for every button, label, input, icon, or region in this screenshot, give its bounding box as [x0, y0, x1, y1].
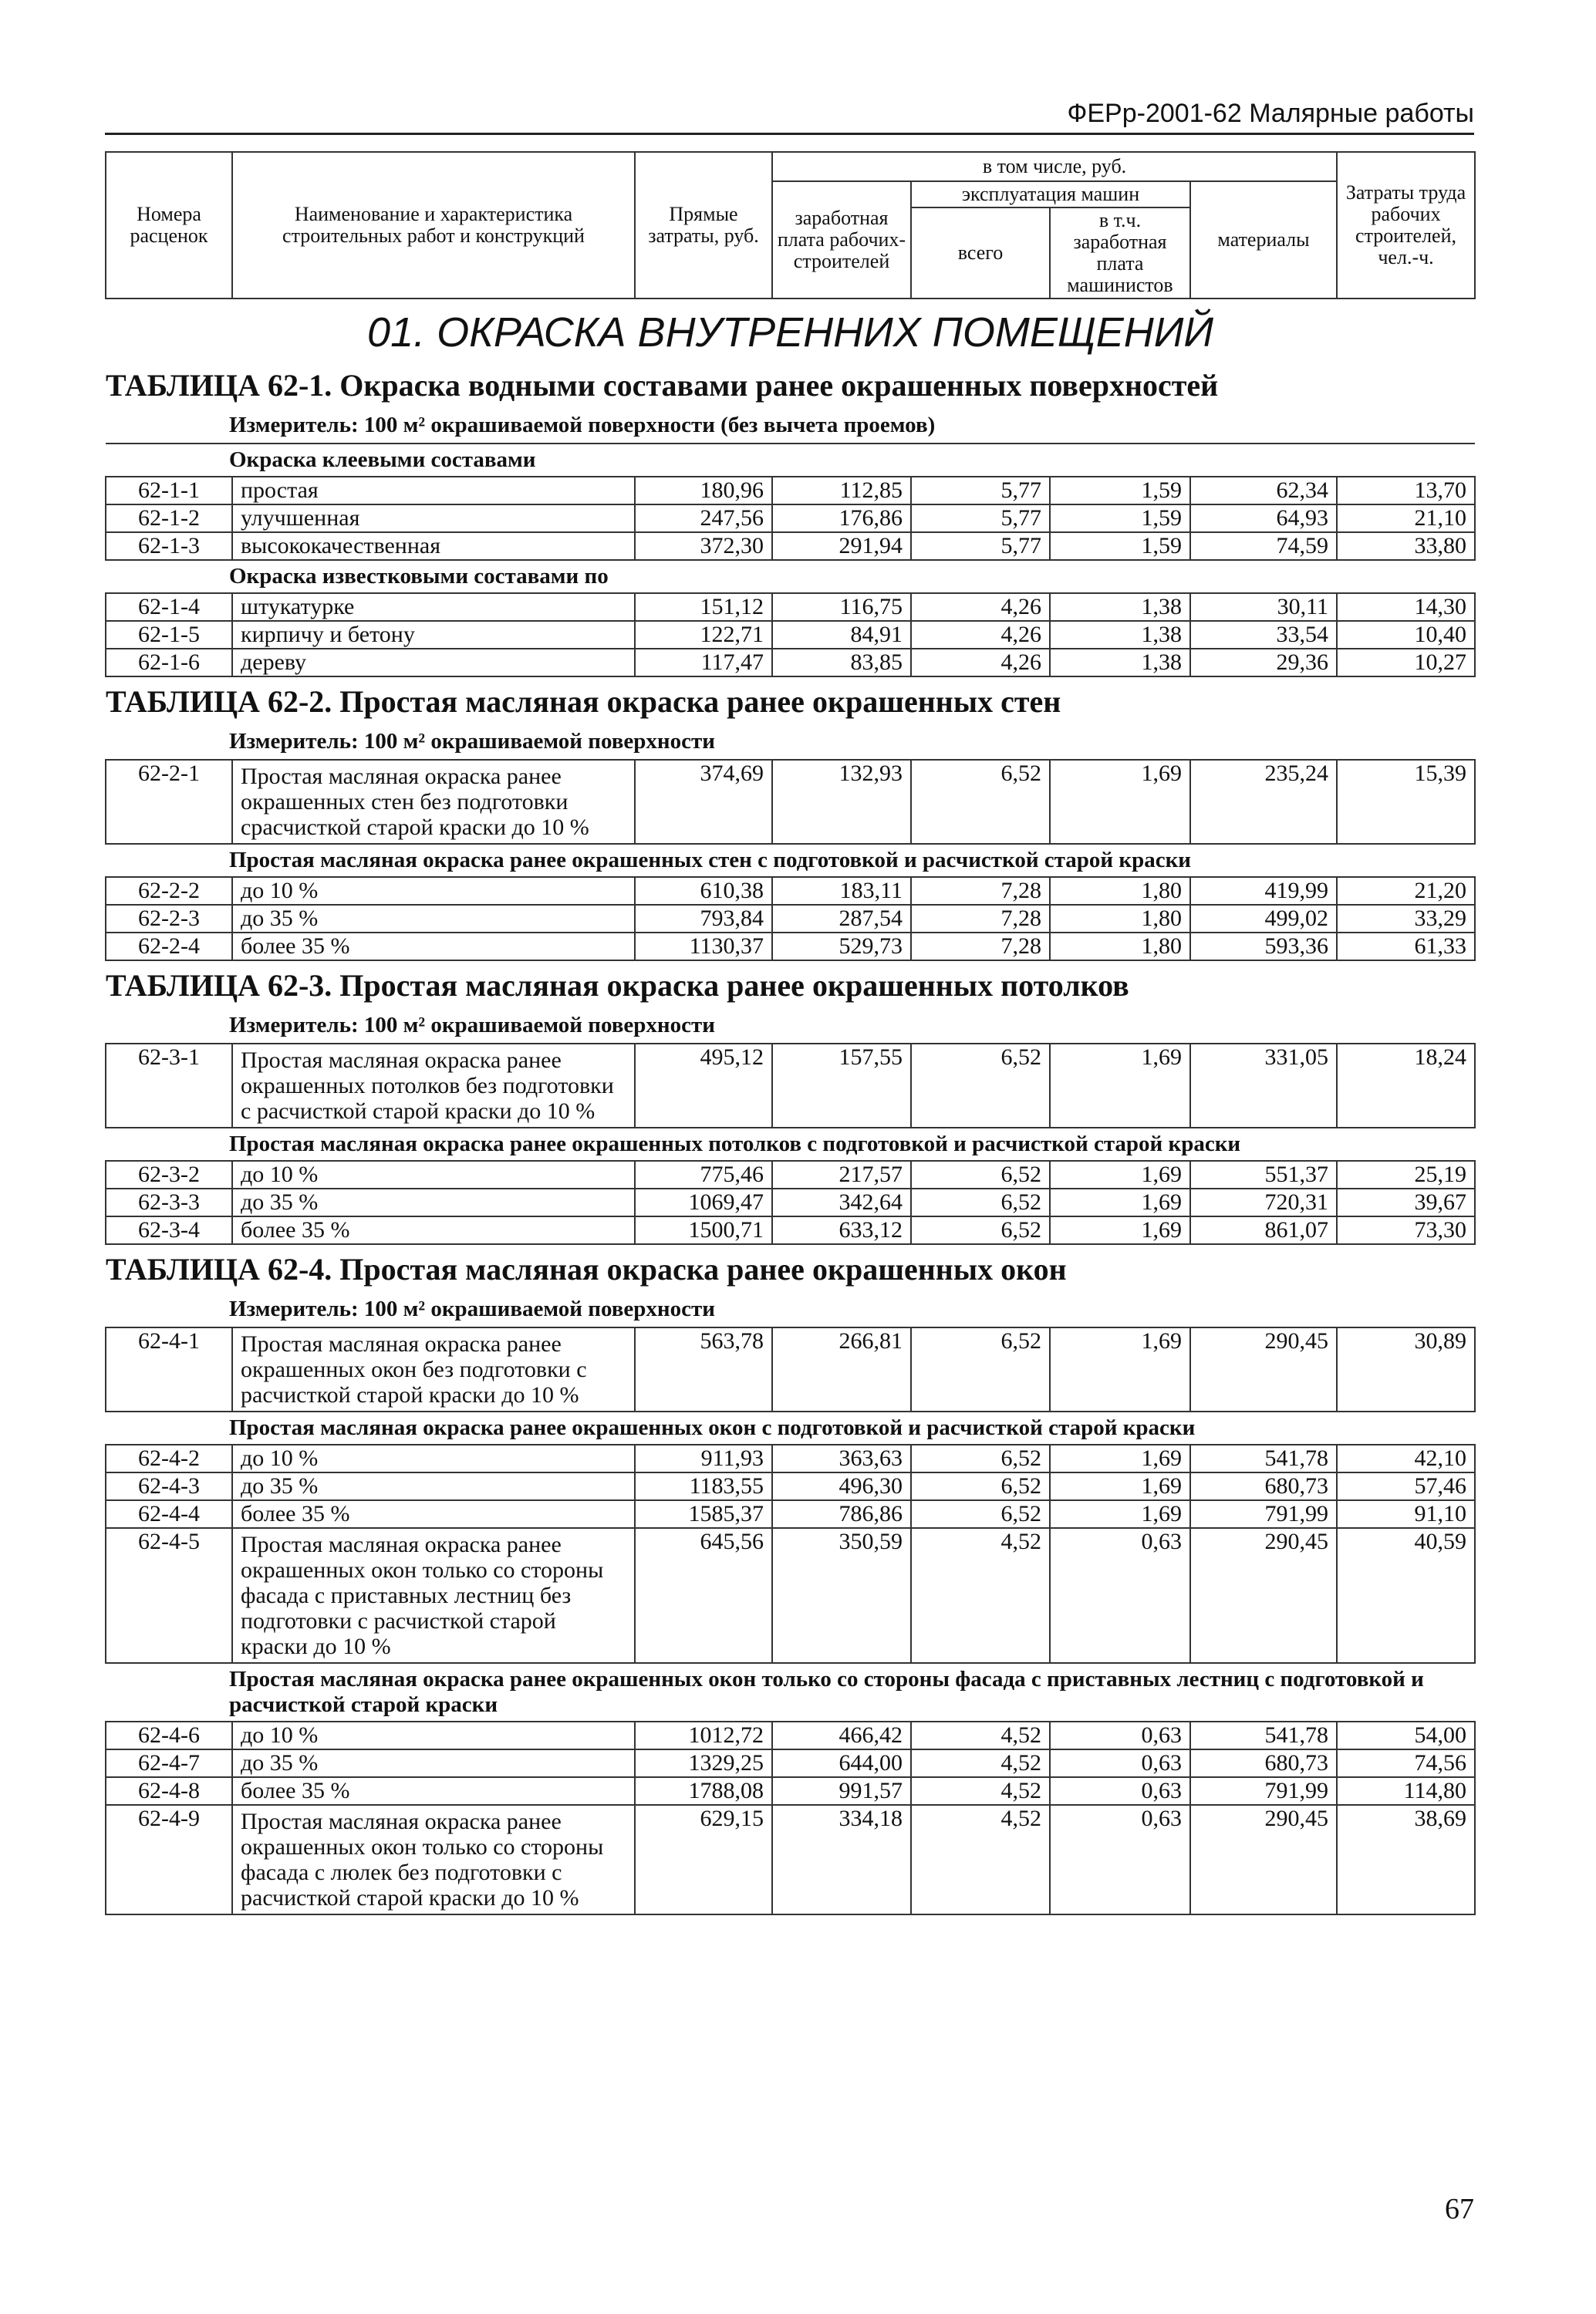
- labor-hours: 74,56: [1337, 1749, 1475, 1777]
- wages-cost: 529,73: [772, 933, 911, 960]
- machinist-wages: 1,59: [1050, 477, 1190, 504]
- running-head: ФЕРр-2001-62 Малярные работы: [1067, 99, 1474, 128]
- labor-hours: 39,67: [1337, 1189, 1475, 1216]
- machinist-wages: 0,63: [1050, 1528, 1190, 1663]
- machinist-wages: 1,59: [1050, 532, 1190, 560]
- group-label: Простая масляная окраска ранее окрашенных окон только со стороны фасада с приставных лестниц с подготовкой и расчисткой старой краски: [106, 1663, 1475, 1722]
- machines-cost: 7,28: [911, 905, 1050, 933]
- table-title: ТАБЛИЦА 62-4. Простая масляная окраска ранее окрашенных окон: [106, 1252, 1067, 1287]
- machinist-wages: 1,80: [1050, 877, 1190, 905]
- materials-cost: 30,11: [1190, 593, 1337, 621]
- direct-cost: 629,15: [635, 1805, 772, 1914]
- wages-cost: 291,94: [772, 532, 911, 560]
- materials-cost: 290,45: [1190, 1327, 1337, 1412]
- machines-cost: 6,52: [911, 1161, 1050, 1189]
- table-row: [106, 877, 1475, 905]
- meter-text: Измеритель: 100 м² окрашиваемой поверхности: [229, 1013, 715, 1037]
- work-name: более 35 %: [232, 1500, 635, 1528]
- rate-code: 62-4-5: [106, 1528, 232, 1663]
- materials-cost: 499,02: [1190, 905, 1337, 933]
- machines-cost: 6,52: [911, 1327, 1050, 1412]
- work-name: до 10 %: [232, 1445, 635, 1472]
- labor-hours: 25,19: [1337, 1161, 1475, 1189]
- materials-cost: 235,24: [1190, 760, 1337, 844]
- section-title: 01. ОКРАСКА ВНУТРЕННИХ ПОМЕЩЕНИЙ: [367, 309, 1213, 356]
- wages-cost: 84,91: [772, 621, 911, 649]
- materials-cost: 541,78: [1190, 1722, 1337, 1749]
- rate-code: 62-2-2: [106, 877, 232, 905]
- labor-hours: 18,24: [1337, 1044, 1475, 1128]
- table-row: [106, 1500, 1475, 1528]
- work-name: простая: [232, 477, 635, 504]
- table-row: [106, 1044, 1475, 1128]
- col-header-machinist-wages: в т.ч. заработная плата машинистов: [1050, 207, 1190, 299]
- rate-code: 62-1-3: [106, 532, 232, 560]
- materials-cost: 331,05: [1190, 1044, 1337, 1128]
- direct-cost: 775,46: [635, 1161, 772, 1189]
- table-row: [106, 477, 1475, 504]
- table-row: [106, 649, 1475, 676]
- labor-hours: 33,29: [1337, 905, 1475, 933]
- wages-cost: 496,30: [772, 1472, 911, 1500]
- materials-cost: 541,78: [1190, 1445, 1337, 1472]
- wages-cost: 132,93: [772, 760, 911, 844]
- materials-cost: 791,99: [1190, 1500, 1337, 1528]
- table-row: [106, 1161, 1475, 1189]
- table-row: [106, 1722, 1475, 1749]
- table-title: ТАБЛИЦА 62-1. Окраска водными составами ранее окрашенных поверхностей: [106, 368, 1219, 403]
- direct-cost: 247,56: [635, 504, 772, 532]
- header-rule: [105, 133, 1474, 135]
- wages-cost: 116,75: [772, 593, 911, 621]
- group-label: Простая масляная окраска ранее окрашенных потолков с подготовкой и расчисткой старой краски: [106, 1128, 1475, 1161]
- table-row: [106, 1216, 1475, 1244]
- meter-note: [106, 1290, 1475, 1327]
- work-name: до 10 %: [232, 1161, 635, 1189]
- labor-hours: 10,40: [1337, 621, 1475, 649]
- labor-hours: 42,10: [1337, 1445, 1475, 1472]
- materials-cost: 593,36: [1190, 933, 1337, 960]
- wages-cost: 350,59: [772, 1528, 911, 1663]
- direct-cost: 1585,37: [635, 1500, 772, 1528]
- work-name: Простая масляная окраска ранее окрашенных окон только со стороны фасада с приставных лестниц без подготовки с расчисткой старой краски до 10 %: [232, 1528, 635, 1663]
- wages-cost: 83,85: [772, 649, 911, 676]
- table-row: [106, 593, 1475, 621]
- rate-code: 62-4-6: [106, 1722, 232, 1749]
- machinist-wages: 0,63: [1050, 1777, 1190, 1805]
- table-row: [106, 1472, 1475, 1500]
- machinist-wages: 1,69: [1050, 1327, 1190, 1412]
- materials-cost: 680,73: [1190, 1472, 1337, 1500]
- machines-cost: 6,52: [911, 760, 1050, 844]
- direct-cost: 610,38: [635, 877, 772, 905]
- labor-hours: 10,27: [1337, 649, 1475, 676]
- work-name: до 35 %: [232, 1749, 635, 1777]
- machinist-wages: 1,69: [1050, 1472, 1190, 1500]
- labor-hours: 30,89: [1337, 1327, 1475, 1412]
- wages-cost: 786,86: [772, 1500, 911, 1528]
- direct-cost: 117,47: [635, 649, 772, 676]
- machines-cost: 6,52: [911, 1189, 1050, 1216]
- machines-cost: 6,52: [911, 1500, 1050, 1528]
- machinist-wages: 1,38: [1050, 649, 1190, 676]
- materials-cost: 64,93: [1190, 504, 1337, 532]
- work-name: дереву: [232, 649, 635, 676]
- machinist-wages: 1,69: [1050, 1445, 1190, 1472]
- wages-cost: 183,11: [772, 877, 911, 905]
- machines-cost: 7,28: [911, 933, 1050, 960]
- direct-cost: 122,71: [635, 621, 772, 649]
- col-header-materials: материалы: [1190, 181, 1337, 299]
- labor-hours: 14,30: [1337, 593, 1475, 621]
- rate-code: 62-4-9: [106, 1805, 232, 1914]
- col-header-direct: Прямые затраты, руб.: [635, 152, 772, 299]
- labor-hours: 33,80: [1337, 532, 1475, 560]
- machinist-wages: 0,63: [1050, 1749, 1190, 1777]
- wages-cost: 363,63: [772, 1445, 911, 1472]
- labor-hours: 91,10: [1337, 1500, 1475, 1528]
- materials-cost: 551,37: [1190, 1161, 1337, 1189]
- labor-hours: 15,39: [1337, 760, 1475, 844]
- table-row: [106, 1777, 1475, 1805]
- wages-cost: 644,00: [772, 1749, 911, 1777]
- materials-cost: 720,31: [1190, 1189, 1337, 1216]
- col-header-machines: эксплуатация машин: [911, 181, 1190, 207]
- table-row: [106, 1445, 1475, 1472]
- direct-cost: 495,12: [635, 1044, 772, 1128]
- rate-code: 62-3-3: [106, 1189, 232, 1216]
- machines-cost: 4,52: [911, 1777, 1050, 1805]
- direct-cost: 1012,72: [635, 1722, 772, 1749]
- machines-cost: 4,52: [911, 1722, 1050, 1749]
- col-header-codes: Номера расценок: [106, 152, 232, 299]
- rate-code: 62-4-4: [106, 1500, 232, 1528]
- wages-cost: 176,86: [772, 504, 911, 532]
- direct-cost: 1183,55: [635, 1472, 772, 1500]
- meter-text: Измеритель: 100 м² окрашиваемой поверхности: [229, 729, 715, 754]
- work-name: улучшенная: [232, 504, 635, 532]
- direct-cost: 911,93: [635, 1445, 772, 1472]
- machinist-wages: 0,63: [1050, 1722, 1190, 1749]
- col-header-machines-total: всего: [911, 207, 1050, 299]
- materials-cost: 290,45: [1190, 1528, 1337, 1663]
- rate-code: 62-4-7: [106, 1749, 232, 1777]
- work-name: высококачественная: [232, 532, 635, 560]
- machines-cost: 7,28: [911, 877, 1050, 905]
- machinist-wages: 1,80: [1050, 933, 1190, 960]
- machinist-wages: 1,69: [1050, 1044, 1190, 1128]
- col-header-labor: Затраты труда рабочих строителей, чел.-ч.: [1337, 152, 1475, 299]
- work-name: кирпичу и бетону: [232, 621, 635, 649]
- group-label: Простая масляная окраска ранее окрашенных стен с подготовкой и расчисткой старой краски: [106, 844, 1475, 877]
- rate-code: 62-1-5: [106, 621, 232, 649]
- meter-text: Измеритель: 100 м² окрашиваемой поверхности (без вычета проемов): [229, 413, 936, 437]
- table-row: [106, 933, 1475, 960]
- wages-cost: 633,12: [772, 1216, 911, 1244]
- direct-cost: 151,12: [635, 593, 772, 621]
- work-name: более 35 %: [232, 933, 635, 960]
- machines-cost: 6,52: [911, 1445, 1050, 1472]
- labor-hours: 73,30: [1337, 1216, 1475, 1244]
- machinist-wages: 1,59: [1050, 504, 1190, 532]
- materials-cost: 419,99: [1190, 877, 1337, 905]
- group-label: Простая масляная окраска ранее окрашенных окон с подготовкой и расчисткой старой краски: [106, 1412, 1475, 1445]
- machines-cost: 4,26: [911, 593, 1050, 621]
- price-table: [105, 151, 1476, 1915]
- materials-cost: 62,34: [1190, 477, 1337, 504]
- group-label: Окраска известковыми составами по: [106, 560, 1475, 593]
- table-row: [106, 1189, 1475, 1216]
- meter-note: [106, 1007, 1475, 1044]
- machinist-wages: 1,69: [1050, 1161, 1190, 1189]
- machinist-wages: 1,69: [1050, 1216, 1190, 1244]
- wages-cost: 157,55: [772, 1044, 911, 1128]
- labor-hours: 40,59: [1337, 1528, 1475, 1663]
- work-name: до 10 %: [232, 1722, 635, 1749]
- labor-hours: 38,69: [1337, 1805, 1475, 1914]
- price-sheet: [105, 151, 1474, 1915]
- direct-cost: 1329,25: [635, 1749, 772, 1777]
- rate-code: 62-1-4: [106, 593, 232, 621]
- materials-cost: 29,36: [1190, 649, 1337, 676]
- labor-hours: 61,33: [1337, 933, 1475, 960]
- table-title: ТАБЛИЦА 62-3. Простая масляная окраска ранее окрашенных потолков: [106, 968, 1129, 1003]
- table-title: ТАБЛИЦА 62-2. Простая масляная окраска ранее окрашенных стен: [106, 684, 1061, 719]
- materials-cost: 791,99: [1190, 1777, 1337, 1805]
- materials-cost: 680,73: [1190, 1749, 1337, 1777]
- wages-cost: 217,57: [772, 1161, 911, 1189]
- meter-note: [106, 723, 1475, 760]
- machines-cost: 5,77: [911, 532, 1050, 560]
- rate-code: 62-4-8: [106, 1777, 232, 1805]
- work-name: Простая масляная окраска ранее окрашенных стен без подготовки срасчисткой старой краски до 10 %: [232, 760, 635, 844]
- group-label: Окраска клеевыми составами: [106, 444, 1475, 477]
- table-row: [106, 621, 1475, 649]
- wages-cost: 342,64: [772, 1189, 911, 1216]
- rate-code: 62-1-2: [106, 504, 232, 532]
- rate-code: 62-2-4: [106, 933, 232, 960]
- direct-cost: 1788,08: [635, 1777, 772, 1805]
- machines-cost: 6,52: [911, 1472, 1050, 1500]
- table-row: [106, 1805, 1475, 1914]
- wages-cost: 334,18: [772, 1805, 911, 1914]
- labor-hours: 21,20: [1337, 877, 1475, 905]
- machines-cost: 5,77: [911, 504, 1050, 532]
- labor-hours: 54,00: [1337, 1722, 1475, 1749]
- table-row: [106, 905, 1475, 933]
- machines-cost: 6,52: [911, 1044, 1050, 1128]
- labor-hours: 57,46: [1337, 1472, 1475, 1500]
- machines-cost: 4,52: [911, 1805, 1050, 1914]
- materials-cost: 861,07: [1190, 1216, 1337, 1244]
- work-name: до 35 %: [232, 905, 635, 933]
- direct-cost: 374,69: [635, 760, 772, 844]
- materials-cost: 33,54: [1190, 621, 1337, 649]
- work-name: Простая масляная окраска ранее окрашенных окон только со стороны фасада с люлек без подготовки с расчисткой старой краски до 10 %: [232, 1805, 635, 1914]
- machinist-wages: 1,69: [1050, 760, 1190, 844]
- work-name: более 35 %: [232, 1216, 635, 1244]
- meter-text: Измеритель: 100 м² окрашиваемой поверхности: [229, 1297, 715, 1321]
- rate-code: 62-3-2: [106, 1161, 232, 1189]
- work-name: до 35 %: [232, 1189, 635, 1216]
- rate-code: 62-4-2: [106, 1445, 232, 1472]
- meter-note: [106, 406, 1475, 444]
- machines-cost: 4,26: [911, 649, 1050, 676]
- direct-cost: 563,78: [635, 1327, 772, 1412]
- rate-code: 62-2-1: [106, 760, 232, 844]
- work-name: Простая масляная окраска ранее окрашенных окон без подготовки с расчисткой старой краски до 10 %: [232, 1327, 635, 1412]
- machines-cost: 4,52: [911, 1528, 1050, 1663]
- machines-cost: 4,52: [911, 1749, 1050, 1777]
- rate-code: 62-3-4: [106, 1216, 232, 1244]
- machinist-wages: 0,63: [1050, 1805, 1190, 1914]
- work-name: более 35 %: [232, 1777, 635, 1805]
- machinist-wages: 1,38: [1050, 621, 1190, 649]
- work-name: до 35 %: [232, 1472, 635, 1500]
- materials-cost: 74,59: [1190, 532, 1337, 560]
- table-row: [106, 1327, 1475, 1412]
- machinist-wages: 1,69: [1050, 1500, 1190, 1528]
- rate-code: 62-3-1: [106, 1044, 232, 1128]
- direct-cost: 1500,71: [635, 1216, 772, 1244]
- table-row: [106, 532, 1475, 560]
- work-name: Простая масляная окраска ранее окрашенных потолков без подготовки с расчисткой старой краски до 10 %: [232, 1044, 635, 1128]
- machines-cost: 4,26: [911, 621, 1050, 649]
- machinist-wages: 1,80: [1050, 905, 1190, 933]
- rate-code: 62-4-3: [106, 1472, 232, 1500]
- labor-hours: 13,70: [1337, 477, 1475, 504]
- direct-cost: 1069,47: [635, 1189, 772, 1216]
- materials-cost: 290,45: [1190, 1805, 1337, 1914]
- machines-cost: 5,77: [911, 477, 1050, 504]
- rate-code: 62-1-1: [106, 477, 232, 504]
- table-row: [106, 504, 1475, 532]
- direct-cost: 180,96: [635, 477, 772, 504]
- col-header-wages: заработная плата рабочих-строителей: [772, 181, 911, 299]
- machinist-wages: 1,38: [1050, 593, 1190, 621]
- table-row: [106, 1749, 1475, 1777]
- table-row: [106, 760, 1475, 844]
- direct-cost: 1130,37: [635, 933, 772, 960]
- page-number: 67: [1445, 2193, 1474, 2225]
- work-name: штукатурке: [232, 593, 635, 621]
- machines-cost: 6,52: [911, 1216, 1050, 1244]
- rate-code: 62-4-1: [106, 1327, 232, 1412]
- labor-hours: 114,80: [1337, 1777, 1475, 1805]
- direct-cost: 372,30: [635, 532, 772, 560]
- machinist-wages: 1,69: [1050, 1189, 1190, 1216]
- wages-cost: 466,42: [772, 1722, 911, 1749]
- table-body: [106, 299, 1475, 1914]
- rate-code: 62-1-6: [106, 649, 232, 676]
- direct-cost: 645,56: [635, 1528, 772, 1663]
- table-row: [106, 1528, 1475, 1663]
- wages-cost: 287,54: [772, 905, 911, 933]
- wages-cost: 991,57: [772, 1777, 911, 1805]
- direct-cost: 793,84: [635, 905, 772, 933]
- wages-cost: 266,81: [772, 1327, 911, 1412]
- work-name: до 10 %: [232, 877, 635, 905]
- col-header-incl: в том числе, руб.: [772, 152, 1337, 181]
- wages-cost: 112,85: [772, 477, 911, 504]
- rate-code: 62-2-3: [106, 905, 232, 933]
- col-header-name: Наименование и характеристика строительных работ и конструкций: [232, 152, 635, 299]
- labor-hours: 21,10: [1337, 504, 1475, 532]
